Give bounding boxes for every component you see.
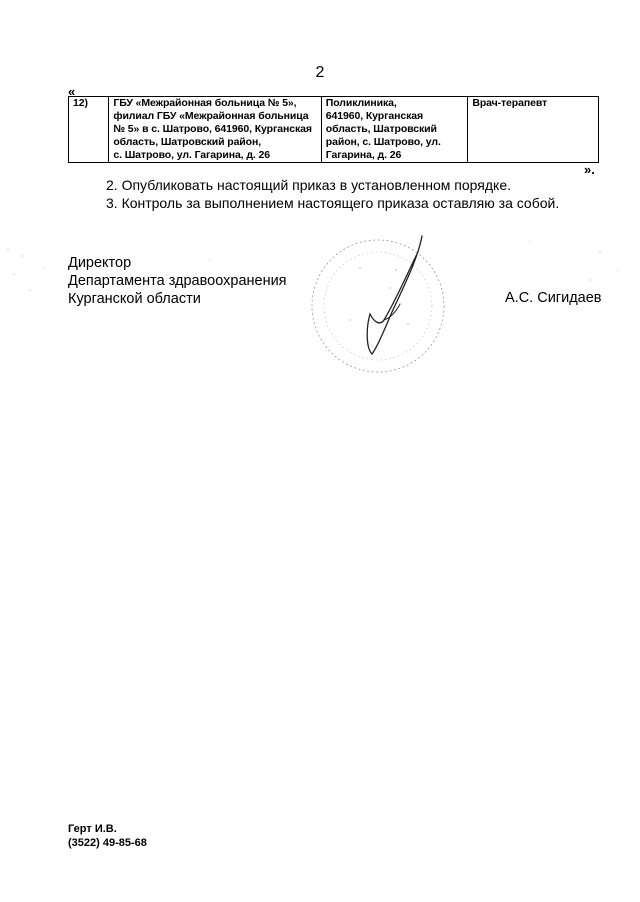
address-cell [321, 97, 468, 163]
organization-line: ГБУ «Межрайонная больница № 5», [113, 97, 297, 109]
signature [367, 236, 422, 354]
signer-title [68, 254, 287, 308]
opening-quote: « [68, 84, 76, 99]
position-cell: Врач-терапевт [468, 97, 599, 163]
organization-cell [109, 97, 321, 163]
page-number: 2 [315, 64, 325, 81]
entries-table [68, 96, 599, 163]
address-line: Гагарина, д. 26 [325, 149, 402, 161]
signer-title-line: Департамента здравоохранения [68, 273, 287, 289]
organization-line: с. Шатрово, ул. Гагарина, д. 26 [113, 149, 270, 161]
row-number-cell: 12) [69, 97, 109, 163]
organization-line: филиал ГБУ «Межрайонная больница [113, 110, 309, 122]
author-phone: (3522) 49-85-68 [68, 837, 147, 849]
document-footer [68, 822, 147, 850]
signer-title-line: Директор [68, 255, 132, 271]
official-stamp-with-signature [300, 228, 460, 388]
order-items [106, 176, 559, 212]
address-line: Поликлиника, [325, 97, 397, 109]
signer-name: А.С. Сигидаев [505, 290, 602, 306]
organization-line: область, Шатровский район, [113, 136, 262, 148]
address-line: 641960, Курганская [325, 110, 423, 122]
address-line: район, с. Шатрово, ул. [325, 136, 441, 148]
signer-title-line: Курганской области [68, 291, 201, 307]
address-line: область, Шатровский [325, 123, 437, 135]
organization-line: № 5» в с. Шатрово, 641960, Курганская [113, 123, 312, 135]
table-row [69, 97, 599, 163]
order-item: 3. Контроль за выполнением настоящего приказа оставляю за собой. [106, 195, 560, 211]
author-name: Герт И.В. [68, 823, 117, 835]
order-item: 2. Опубликовать настоящий приказ в установленном порядке. [106, 177, 512, 193]
closing-quote: ». [584, 162, 595, 177]
